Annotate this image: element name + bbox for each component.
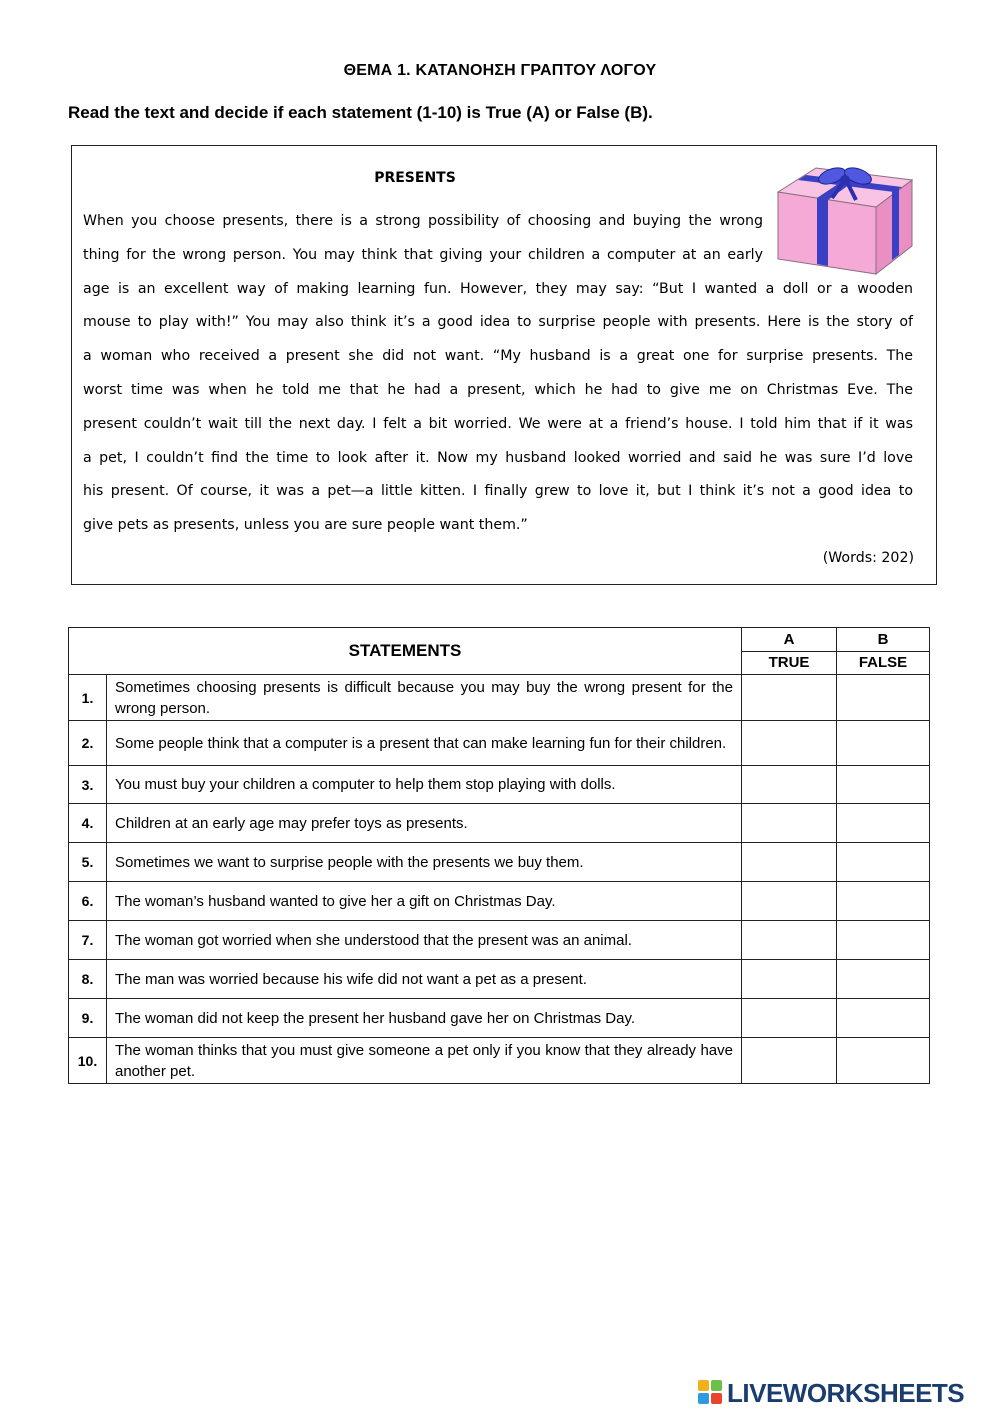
table-row (69, 921, 930, 960)
statement-number: 2. (69, 721, 107, 766)
header-false: FALSE (837, 651, 930, 675)
statement-text: Sometimes choosing presents is difficult because you may buy the wrong present for the wrong person. (107, 675, 742, 721)
header-true: TRUE (742, 651, 837, 675)
word-count: (Words: 202) (822, 550, 914, 566)
section-title: ΘΕΜΑ 1. ΚΑΤΑΝΟΗΣΗ ΓΡΑΠΤΟΥ ΛΟΓΟΥ (343, 62, 657, 79)
statement-number: 6. (69, 882, 107, 921)
table-row (69, 804, 930, 843)
header-statements: STATEMENTS (69, 628, 742, 675)
statement-text: Sometimes we want to surprise people with the presents we buy them. (107, 843, 742, 882)
answer-cell-false[interactable] (837, 766, 930, 804)
statement-number: 8. (69, 960, 107, 999)
answer-cell-false[interactable] (837, 921, 930, 960)
answer-cell-false[interactable] (837, 843, 930, 882)
statement-text: The woman’s husband wanted to give her a gift on Christmas Day. (107, 882, 742, 921)
table-row (69, 1038, 930, 1084)
statement-text: You must buy your children a computer to help them stop playing with dolls. (107, 766, 742, 804)
statement-text: The woman got worried when she understood that the present was an animal. (107, 921, 742, 960)
answer-cell-true[interactable] (742, 1038, 837, 1084)
text-line: thing for the wrong person. You may think that giving your children a computer at an early (83, 246, 763, 263)
liveworksheets-logo (698, 1376, 998, 1410)
text-line: age is an excellent way of making learning fun. However, they may say: “But I wanted a doll or a wooden (83, 280, 913, 297)
text-line: a woman who received a present she did not want. “My husband is a great one for surprise presents. The (83, 348, 913, 365)
answer-cell-true[interactable] (742, 766, 837, 804)
text-line: give pets as presents, unless you are sure people want them.” (83, 517, 528, 534)
statement-text: The woman thinks that you must give someone a pet only if you know that they already have another pet. (107, 1038, 742, 1084)
answer-cell-false[interactable] (837, 999, 930, 1038)
statement-text: The woman did not keep the present her husband gave her on Christmas Day. (107, 999, 742, 1038)
liveworksheets-logo-icon (698, 1380, 724, 1406)
answer-cell-false[interactable] (837, 721, 930, 766)
table-row (69, 675, 930, 721)
table-row (69, 882, 930, 921)
table-row (69, 766, 930, 804)
text-title: PRESENTS (374, 170, 456, 186)
text-line: present couldn’t wait till the next day. I felt a bit worried. We were at a friend’s house. I told him that if it was (83, 415, 913, 432)
answer-cell-true[interactable] (742, 721, 837, 766)
text-line: mouse to play with!” You may also think it’s a good idea to surprise people with presents. Here is the story of (83, 314, 913, 331)
statement-text: Children at an early age may prefer toys as presents. (107, 804, 742, 843)
logo-text: LIVEWORKSHEETS (727, 1377, 965, 1408)
answer-cell-false[interactable] (837, 882, 930, 921)
text-line: When you choose presents, there is a strong possibility of choosing and buying the wrong (83, 213, 763, 229)
text-line: his present. Of course, it was a pet—a little kitten. I finally grew to love it, but I think it’s not a good idea to (83, 483, 913, 500)
answer-cell-false[interactable] (837, 1038, 930, 1084)
answer-cell-true[interactable] (742, 999, 837, 1038)
table-row (69, 999, 930, 1038)
statements-table (68, 627, 930, 1084)
header-a: A (742, 628, 837, 652)
answer-cell-false[interactable] (837, 960, 930, 999)
reading-text-body (83, 205, 913, 543)
statement-number: 10. (69, 1038, 107, 1084)
table-row (69, 721, 930, 766)
answer-cell-false[interactable] (837, 675, 930, 721)
text-line: a pet, I couldn’t find the time to look after it. Now my husband looked worried and said he was sure I’d love (83, 449, 913, 466)
statement-number: 3. (69, 766, 107, 804)
statement-text: The man was worried because his wife did not want a pet as a present. (107, 960, 742, 999)
answer-cell-false[interactable] (837, 804, 930, 843)
answer-cell-true[interactable] (742, 675, 837, 721)
instructions: Read the text and decide if each statement (1-10) is True (A) or False (B). (68, 103, 653, 122)
statement-text: Some people think that a computer is a present that can make learning fun for their children. (107, 721, 742, 766)
header-b: B (837, 628, 930, 652)
answer-cell-true[interactable] (742, 804, 837, 843)
statement-number: 7. (69, 921, 107, 960)
text-line: worst time was when he told me that he had a present, which he had to give me on Christmas Eve. The (83, 381, 913, 398)
table-row (69, 843, 930, 882)
answer-cell-true[interactable] (742, 921, 837, 960)
table-row (69, 960, 930, 999)
answer-cell-true[interactable] (742, 843, 837, 882)
statement-number: 9. (69, 999, 107, 1038)
answer-cell-true[interactable] (742, 882, 837, 921)
statement-number: 5. (69, 843, 107, 882)
statement-number: 1. (69, 675, 107, 721)
statement-number: 4. (69, 804, 107, 843)
answer-cell-true[interactable] (742, 960, 837, 999)
